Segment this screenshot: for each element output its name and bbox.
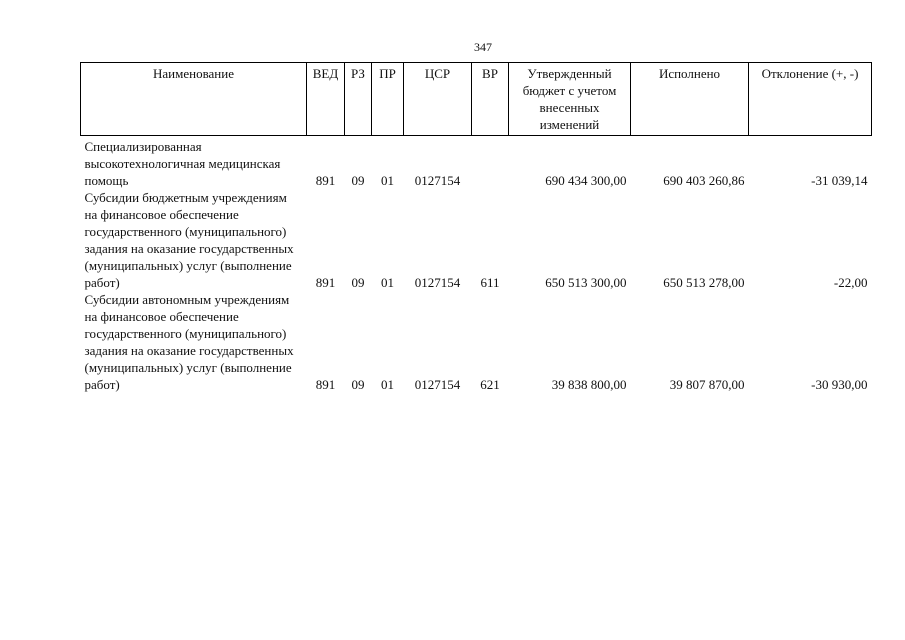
row-deviation: -31 039,14 xyxy=(811,173,868,188)
row-rz: 09 xyxy=(351,377,365,392)
col-header-csr: ЦСР xyxy=(404,63,472,136)
row-name: Специализированная высокотехнологичная медицинская помощь xyxy=(84,139,281,188)
page-number: 347 xyxy=(474,40,492,54)
table-row xyxy=(81,136,872,190)
row-rz: 09 xyxy=(351,275,365,290)
table-row xyxy=(81,189,872,291)
row-ved: 891 xyxy=(315,377,336,392)
col-header-ved: ВЕД xyxy=(307,63,345,136)
budget-table xyxy=(80,62,872,393)
col-header-name: Наименование xyxy=(81,63,307,136)
row-csr: 0127154 xyxy=(414,173,461,188)
table-row xyxy=(81,291,872,393)
row-approved: 39 838 800,00 xyxy=(551,377,627,392)
row-deviation: -30 930,00 xyxy=(811,377,868,392)
row-deviation: -22,00 xyxy=(833,275,868,290)
col-header-approved: Утвержденный бюджет с учетом внесенных изменений xyxy=(509,63,631,136)
row-name: Субсидии автономным учреждениям на финансовое обеспечение государственного (муниципального) задания на оказание государственных (муниципальных) услуг (выполнение работ) xyxy=(84,292,294,392)
row-executed: 690 403 260,86 xyxy=(663,173,745,188)
row-approved: 690 434 300,00 xyxy=(545,173,627,188)
row-name: Субсидии бюджетным учреждениям на финансовое обеспечение государственного (муниципального) задания на оказание государственных (муниципальных) услуг (выполнение работ) xyxy=(84,190,294,290)
col-header-deviation: Отклонение (+, -) xyxy=(749,63,872,136)
row-executed: 650 513 278,00 xyxy=(663,275,745,290)
row-csr: 0127154 xyxy=(414,377,461,392)
row-rz: 09 xyxy=(351,173,365,188)
row-vr xyxy=(472,136,509,190)
row-approved: 650 513 300,00 xyxy=(545,275,627,290)
row-executed: 39 807 870,00 xyxy=(669,377,745,392)
row-ved: 891 xyxy=(315,275,336,290)
col-header-rz: РЗ xyxy=(345,63,372,136)
row-csr: 0127154 xyxy=(414,275,461,290)
row-vr: 611 xyxy=(480,275,500,290)
row-ved: 891 xyxy=(315,173,336,188)
row-pr: 01 xyxy=(381,173,394,188)
row-pr: 01 xyxy=(381,377,394,392)
row-pr: 01 xyxy=(381,275,394,290)
table-header-row xyxy=(81,63,872,136)
row-vr: 621 xyxy=(480,377,500,392)
col-header-pr: ПР xyxy=(372,63,404,136)
col-header-vr: ВР xyxy=(472,63,509,136)
col-header-executed: Исполнено xyxy=(631,63,749,136)
